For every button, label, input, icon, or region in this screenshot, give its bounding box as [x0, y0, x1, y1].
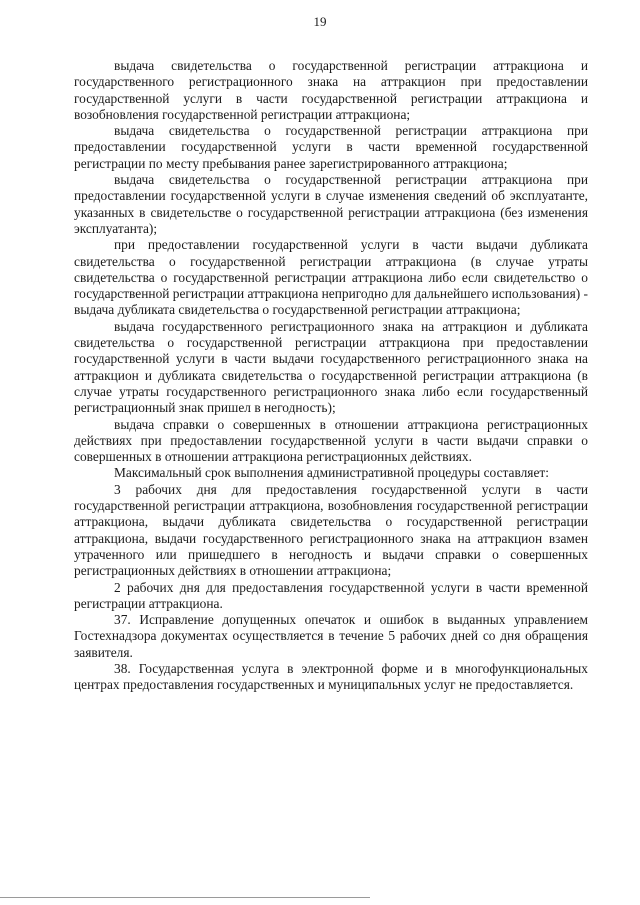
footer-divider: [0, 897, 370, 898]
paragraph: Максимальный срок выполнения административной процедуры составляет:: [114, 465, 549, 481]
page-number: 19: [313, 14, 327, 29]
paragraph: 2 рабочих дня для предоставления государственной услуги в части временной регистрации аттракциона.: [74, 579, 588, 611]
paragraph: выдача свидетельства о государственной регистрации аттракциона при предоставлении государственной услуги в части временной государственной регистрации по месту пребывания ранее зарегистрированного аттракциона;: [74, 123, 588, 171]
paragraph: 38. Государственная услуга в электронной форме и в многофункциональных центрах предоставления государственных и муниципальных услуг не предоставляется.: [74, 660, 588, 693]
paragraph: 37. Исправление допущенных опечаток и ошибок в выданных управлением Гостехнадзора документах осуществляется в течение 5 рабочих дней со дня обращения заявителя.: [74, 612, 588, 660]
paragraph: выдача свидетельства о государственной регистрации аттракциона и государственного регистрационного знака на аттракцион при предоставлении государственной услуги в части государственной регистрации аттракциона и возобновления государственной регистрации аттракциона;: [74, 58, 588, 122]
paragraph: выдача свидетельства о государственной регистрации аттракциона при предоставлении государственной услуги в случае изменения сведений об эксплуатанте, указанных в свидетельстве о государственной регистрации аттракциона (без изменения эксплуатанта);: [74, 172, 588, 236]
paragraph: выдача справки о совершенных в отношении аттракциона регистрационных действиях при предоставлении государственной услуги в части выдачи справки о совершенных в отношении аттракциона регистрационных действиях.: [74, 416, 588, 465]
document-body: [74, 58, 588, 694]
paragraph: 3 рабочих дня для предоставления государственной услуги в части государственной регистрации аттракциона, возобновления государственной регистрации аттракциона, выдачи дубликата свидетельства о государственной регистрации аттракциона, выдачи государственного регистрационного знака на аттракцион взамен утраченного или пришедшего в негодность и выдачи справки о совершенных регистрационных действиях в отношении аттракциона;: [74, 481, 588, 579]
paragraph: выдача государственного регистрационного знака на аттракцион и дубликата свидетельства о государственной регистрации аттракциона при предоставлении государственной услуги в части выдачи государственного регистрационного знака на аттракцион и дубликата свидетельства о государственной регистрации аттракциона (в случае утраты государственного регистрационного знака либо если государственный регистрационный знак пришел в негодность);: [74, 318, 588, 416]
paragraph: при предоставлении государственной услуги в части выдачи дубликата свидетельства о государственной регистрации аттракциона (в случае утраты свидетельства о государственной регистрации аттракциона либо если свидетельство о государственной регистрации аттракциона непригодно для дальнейшего использования) - выдача дубликата свидетельства о государственной регистрации аттракциона;: [74, 237, 588, 318]
